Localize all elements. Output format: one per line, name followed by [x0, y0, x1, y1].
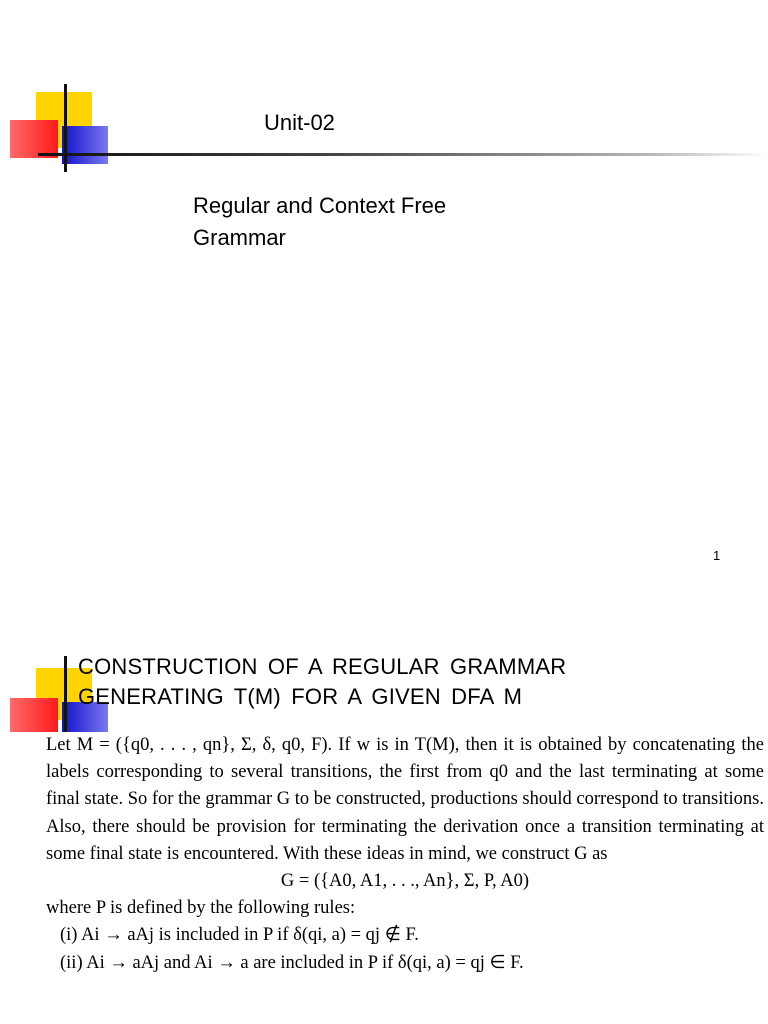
slide-title: CONSTRUCTION OF A REGULAR GRAMMAR GENERATING T(M) FOR A GIVEN DFA M	[78, 654, 567, 709]
slide-subtitle: Regular and Context Free Grammar	[193, 193, 447, 250]
red-square	[10, 698, 58, 732]
paragraph: Let M = ({q0, . . . , qn}, Σ, δ, q0, F). If w is in T(M), then it is obtained by concatenating the labels corresponding to several transitions, the first from q0 and the last terminating at some final state. So for the grammar G to be constructed, productions should correspond to transitions. Also, there should be provision for terminating the derivation once a transition terminating at some final state is encountered. With these ideas in mind, we construct G as	[46, 735, 764, 864]
grammar-equation: G = ({A0, A1, . . ., An}, Σ, P, A0)	[280, 871, 530, 892]
rule-item: (ii) Ai → aAj and Ai → a are included in P if δ(qi, a) = qj ∈ F.	[60, 952, 524, 973]
vertical-rule	[64, 84, 67, 172]
content-body	[46, 732, 764, 977]
vertical-rule	[64, 656, 67, 732]
horizontal-rule	[38, 153, 768, 156]
page-number: 1	[713, 548, 721, 563]
where-text: where P is defined by the following rules:	[46, 898, 356, 919]
rule-item: (i) Ai → aAj is included in P if δ(qi, a) = qj ∉ F.	[60, 925, 419, 946]
slide-title: Unit-02	[264, 110, 335, 135]
blue-square	[62, 126, 108, 164]
content-slide	[0, 600, 768, 1024]
